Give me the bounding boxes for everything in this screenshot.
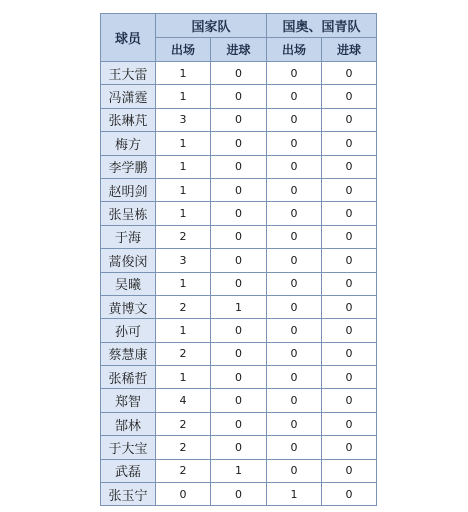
nt-goals-cell: 0: [211, 132, 267, 155]
table-row: [101, 389, 377, 412]
oy-apps-cell: 0: [267, 132, 322, 155]
player-name: 张呈栋: [101, 202, 156, 225]
oy-goals-cell: 0: [322, 225, 377, 248]
oy-apps-cell: 0: [267, 389, 322, 412]
nt-goals-cell: 0: [211, 366, 267, 389]
nt-goals-cell: 0: [211, 389, 267, 412]
player-name: 冯潇霆: [101, 85, 156, 108]
player-name: 吴曦: [101, 272, 156, 295]
nt-apps-cell: 1: [156, 132, 211, 155]
table-row: [101, 272, 377, 295]
oy-apps-cell: 0: [267, 225, 322, 248]
oy-apps-cell: 0: [267, 202, 322, 225]
player-name: 于大宝: [101, 436, 156, 459]
oy-goals-cell: 0: [322, 483, 377, 506]
oy-goals-cell: 0: [322, 85, 377, 108]
nt-apps-cell: 2: [156, 436, 211, 459]
oy-goals-cell: 0: [322, 108, 377, 131]
nt-goals-cell: 1: [211, 459, 267, 482]
oy-goals-cell: 0: [322, 155, 377, 178]
oy-goals-cell: 0: [322, 178, 377, 201]
table-row: [101, 62, 377, 85]
header-player: 球员: [101, 14, 156, 62]
header-nt-goals: 进球: [211, 38, 267, 62]
oy-apps-cell: 0: [267, 85, 322, 108]
oy-apps-cell: 0: [267, 178, 322, 201]
oy-goals-cell: 0: [322, 272, 377, 295]
nt-apps-cell: 1: [156, 366, 211, 389]
table-row: [101, 366, 377, 389]
oy-apps-cell: 1: [267, 483, 322, 506]
header-nt-apps: 出场: [156, 38, 211, 62]
nt-goals-cell: 0: [211, 483, 267, 506]
oy-apps-cell: 0: [267, 342, 322, 365]
nt-apps-cell: 2: [156, 225, 211, 248]
oy-apps-cell: 0: [267, 319, 322, 342]
oy-goals-cell: 0: [322, 249, 377, 272]
player-name: 蒿俊闵: [101, 249, 156, 272]
nt-apps-cell: 0: [156, 483, 211, 506]
nt-goals-cell: 0: [211, 436, 267, 459]
table-row: [101, 249, 377, 272]
nt-apps-cell: 1: [156, 272, 211, 295]
header-olympic-youth-team: 国奥、国青队: [267, 14, 377, 38]
nt-goals-cell: 0: [211, 249, 267, 272]
nt-goals-cell: 1: [211, 295, 267, 318]
oy-apps-cell: 0: [267, 412, 322, 435]
table-row: [101, 202, 377, 225]
oy-goals-cell: 0: [322, 62, 377, 85]
table-row: [101, 178, 377, 201]
oy-goals-cell: 0: [322, 436, 377, 459]
oy-goals-cell: 0: [322, 202, 377, 225]
nt-apps-cell: 2: [156, 342, 211, 365]
header-row-groups: [101, 14, 377, 38]
oy-apps-cell: 0: [267, 366, 322, 389]
nt-goals-cell: 0: [211, 108, 267, 131]
nt-goals-cell: 0: [211, 178, 267, 201]
nt-goals-cell: 0: [211, 202, 267, 225]
oy-goals-cell: 0: [322, 389, 377, 412]
nt-goals-cell: 0: [211, 85, 267, 108]
nt-goals-cell: 0: [211, 62, 267, 85]
player-name: 李学鹏: [101, 155, 156, 178]
nt-apps-cell: 1: [156, 319, 211, 342]
oy-apps-cell: 0: [267, 249, 322, 272]
nt-apps-cell: 3: [156, 249, 211, 272]
player-stats-table: [100, 13, 377, 506]
oy-goals-cell: 0: [322, 342, 377, 365]
table-row: [101, 225, 377, 248]
nt-goals-cell: 0: [211, 319, 267, 342]
table-row: [101, 319, 377, 342]
table-row: [101, 132, 377, 155]
nt-apps-cell: 1: [156, 178, 211, 201]
oy-apps-cell: 0: [267, 108, 322, 131]
player-name: 武磊: [101, 459, 156, 482]
player-name: 梅方: [101, 132, 156, 155]
player-name: 于海: [101, 225, 156, 248]
oy-apps-cell: 0: [267, 436, 322, 459]
nt-apps-cell: 2: [156, 412, 211, 435]
player-name: 郑智: [101, 389, 156, 412]
nt-goals-cell: 0: [211, 342, 267, 365]
oy-goals-cell: 0: [322, 366, 377, 389]
oy-goals-cell: 0: [322, 295, 377, 318]
oy-goals-cell: 0: [322, 132, 377, 155]
nt-apps-cell: 2: [156, 459, 211, 482]
header-oy-apps: 出场: [267, 38, 322, 62]
table-row: [101, 108, 377, 131]
table-row: [101, 85, 377, 108]
table-row: [101, 412, 377, 435]
player-name: 郜林: [101, 412, 156, 435]
oy-apps-cell: 0: [267, 272, 322, 295]
oy-apps-cell: 0: [267, 295, 322, 318]
table-row: [101, 436, 377, 459]
oy-goals-cell: 0: [322, 459, 377, 482]
table-row: [101, 155, 377, 178]
nt-apps-cell: 1: [156, 155, 211, 178]
nt-goals-cell: 0: [211, 225, 267, 248]
player-name: 孙可: [101, 319, 156, 342]
player-name: 张稀哲: [101, 366, 156, 389]
oy-apps-cell: 0: [267, 62, 322, 85]
nt-apps-cell: 1: [156, 202, 211, 225]
nt-apps-cell: 2: [156, 295, 211, 318]
player-name: 赵明剑: [101, 178, 156, 201]
table-row: [101, 295, 377, 318]
oy-goals-cell: 0: [322, 319, 377, 342]
player-name: 黄博文: [101, 295, 156, 318]
oy-apps-cell: 0: [267, 459, 322, 482]
nt-apps-cell: 3: [156, 108, 211, 131]
nt-apps-cell: 1: [156, 85, 211, 108]
player-name: 张琳芃: [101, 108, 156, 131]
header-national-team: 国家队: [156, 14, 267, 38]
player-name: 蔡慧康: [101, 342, 156, 365]
oy-goals-cell: 0: [322, 412, 377, 435]
table-row: [101, 342, 377, 365]
header-oy-goals: 进球: [322, 38, 377, 62]
nt-apps-cell: 1: [156, 62, 211, 85]
table-row: [101, 483, 377, 506]
nt-goals-cell: 0: [211, 412, 267, 435]
player-name: 张玉宁: [101, 483, 156, 506]
oy-apps-cell: 0: [267, 155, 322, 178]
nt-goals-cell: 0: [211, 272, 267, 295]
player-name: 王大雷: [101, 62, 156, 85]
nt-apps-cell: 4: [156, 389, 211, 412]
table-body: [101, 14, 377, 506]
table-row: [101, 459, 377, 482]
nt-goals-cell: 0: [211, 155, 267, 178]
